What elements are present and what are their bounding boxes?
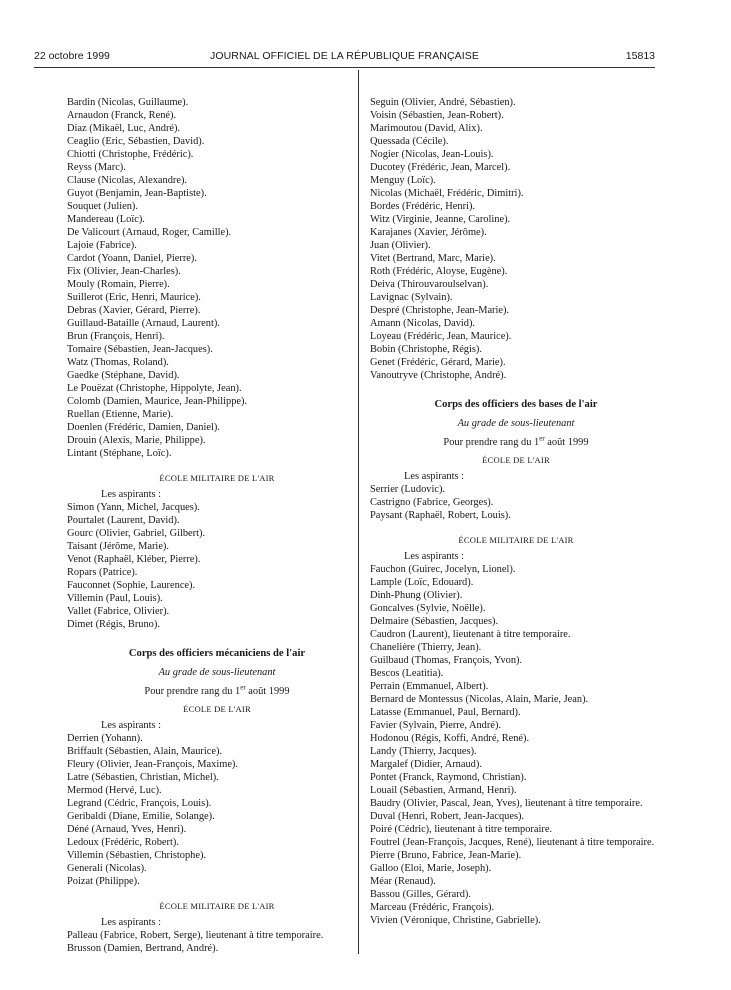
page-header bbox=[34, 45, 655, 68]
name-list bbox=[67, 501, 367, 631]
list-item: Poiré (Cédric), lieutenant à titre temporaire. bbox=[370, 824, 553, 835]
list-item: Deiva (Thirouvaroulselvan). bbox=[370, 279, 489, 290]
list-item: Pierre (Bruno, Fabrice, Jean-Marie). bbox=[370, 850, 522, 861]
list-item: Perrain (Emmanuel, Albert). bbox=[370, 681, 489, 692]
name-list bbox=[370, 483, 662, 522]
list-item: Delmaire (Sébastien, Jacques). bbox=[370, 616, 499, 627]
list-item: Brun (François, Henri). bbox=[67, 331, 165, 342]
grade-heading: Au grade de sous-lieutenant bbox=[457, 418, 575, 429]
list-item: Colomb (Damien, Maurice, Jean-Philippe). bbox=[67, 396, 248, 407]
list-item: Bobin (Christophe, Régis). bbox=[370, 344, 482, 355]
list-item: Le Pouëzat (Christophe, Hippolyte, Jean). bbox=[67, 383, 242, 394]
list-item: Briffault (Sébastien, Alain, Maurice). bbox=[67, 746, 223, 757]
list-item: Derrien (Yohann). bbox=[67, 733, 143, 744]
right-column bbox=[370, 96, 662, 927]
list-item: Nicolas (Michaël, Frédéric, Dimitri). bbox=[370, 188, 524, 199]
list-item: Souquet (Julien). bbox=[67, 201, 138, 212]
list-item: Despré (Christophe, Jean-Marie). bbox=[370, 305, 510, 316]
list-item: Bernard de Montessus (Nicolas, Alain, Marie, Jean). bbox=[370, 694, 589, 705]
name-list bbox=[370, 563, 662, 927]
list-item: Gaedke (Stéphane, David). bbox=[67, 370, 180, 381]
list-item: Ledoux (Frédéric, Robert). bbox=[67, 837, 179, 848]
list-item: Drouin (Alexis, Marie, Philippe). bbox=[67, 435, 206, 446]
aspirants-label: Les aspirants : bbox=[404, 471, 465, 482]
list-item: Baudry (Olivier, Pascal, Jean, Yves), lieutenant à titre temporaire. bbox=[370, 798, 643, 809]
list-item: Vanoutryve (Christophe, André). bbox=[370, 370, 507, 381]
journal-title: JOURNAL OFFICIEL DE LA RÉPUBLIQUE FRANÇAISE bbox=[210, 50, 479, 62]
aspirants-label: Les aspirants : bbox=[404, 551, 465, 562]
list-item: Bassou (Gilles, Gérard). bbox=[370, 889, 471, 900]
header-date: 22 octobre 1999 bbox=[34, 50, 110, 62]
aspirants-label: Les aspirants : bbox=[101, 489, 162, 500]
list-item: Pontet (Franck, Raymond, Christian). bbox=[370, 772, 527, 783]
list-item: Pourtalet (Laurent, David). bbox=[67, 515, 180, 526]
list-item: Mouly (Romain, Pierre). bbox=[67, 279, 170, 290]
list-item: Castrigno (Fabrice, Georges). bbox=[370, 497, 494, 508]
list-item: Guillaud-Bataille (Arnaud, Laurent). bbox=[67, 318, 220, 329]
list-item: Legrand (Cédric, François, Louis). bbox=[67, 798, 212, 809]
list-item: Bescos (Leatitia). bbox=[370, 668, 444, 679]
list-item: Menguy (Loïc). bbox=[370, 175, 436, 186]
list-item: Ropars (Patrice). bbox=[67, 567, 138, 578]
list-item: Lavignac (Sylvain). bbox=[370, 292, 453, 303]
list-item: Bordes (Frédéric, Henri). bbox=[370, 201, 476, 212]
list-item: Reyss (Marc). bbox=[67, 162, 126, 173]
page-number: 15813 bbox=[625, 50, 655, 62]
list-item: Nogier (Nicolas, Jean-Louis). bbox=[370, 149, 494, 160]
aspirants-label: Les aspirants : bbox=[101, 720, 162, 731]
list-item: Juan (Olivier). bbox=[370, 240, 431, 251]
list-item: Galloo (Eloi, Marie, Joseph). bbox=[370, 863, 492, 874]
list-item: Clause (Nicolas, Alexandre). bbox=[67, 175, 188, 186]
list-item: Méar (Renaud). bbox=[370, 876, 436, 887]
list-item: Witz (Virginie, Jeanne, Caroline). bbox=[370, 214, 511, 225]
list-item: Arnaudon (Franck, René). bbox=[67, 110, 177, 121]
list-item: Simon (Yann, Michel, Jacques). bbox=[67, 502, 200, 513]
list-item: Genet (Frédéric, Gérard, Marie). bbox=[370, 357, 506, 368]
list-item: Fix (Olivier, Jean-Charles). bbox=[67, 266, 181, 277]
list-item: Taisant (Jérôme, Marie). bbox=[67, 541, 169, 552]
list-item: Seguin (Olivier, André, Sébastien). bbox=[370, 97, 516, 108]
list-item: Bardin (Nicolas, Guillaume). bbox=[67, 97, 189, 108]
school-heading: ÉCOLE DE L'AIR bbox=[183, 704, 251, 714]
list-item: Villemin (Paul, Louis). bbox=[67, 593, 163, 604]
left-column bbox=[67, 96, 367, 955]
list-item: Generali (Nicolas). bbox=[67, 863, 147, 874]
list-item: Marimoutou (David, Alix). bbox=[370, 123, 483, 134]
list-item: Karajanes (Xavier, Jérôme). bbox=[370, 227, 487, 238]
list-item: Duval (Henri, Robert, Jean-Jacques). bbox=[370, 811, 525, 822]
list-item: Cardot (Yoann, Daniel, Pierre). bbox=[67, 253, 197, 264]
corps-heading: Corps des officiers mécaniciens de l'air bbox=[128, 648, 306, 659]
list-item: Palleau (Fabrice, Robert, Serge), lieutenant à titre temporaire. bbox=[67, 930, 324, 941]
list-item: Mandereau (Loïc). bbox=[67, 214, 145, 225]
list-item: Guyot (Benjamin, Jean-Baptiste). bbox=[67, 188, 207, 199]
list-item: Ceaglio (Eric, Sébastien, David). bbox=[67, 136, 205, 147]
list-item: Watz (Thomas, Roland). bbox=[67, 357, 169, 368]
list-item: Paysant (Raphaël, Robert, Louis). bbox=[370, 510, 511, 521]
name-list bbox=[370, 96, 662, 382]
list-item: Villemin (Sébastien, Christophe). bbox=[67, 850, 207, 861]
list-item: Vallet (Fabrice, Olivier). bbox=[67, 606, 170, 617]
list-item: Gourc (Olivier, Gabriel, Gilbert). bbox=[67, 528, 206, 539]
school-heading: ÉCOLE MILITAIRE DE L'AIR bbox=[159, 901, 275, 911]
list-item: Vivien (Véronique, Christine, Gabrielle). bbox=[370, 915, 541, 926]
list-item: Fleury (Olivier, Jean-François, Maxime). bbox=[67, 759, 238, 770]
list-item: Chiotti (Christophe, Frédéric). bbox=[67, 149, 194, 160]
list-item: Debras (Xavier, Gérard, Pierre). bbox=[67, 305, 201, 316]
list-item: Poizat (Philippe). bbox=[67, 876, 140, 887]
name-list bbox=[67, 732, 367, 888]
list-item: Margalef (Didier, Arnaud). bbox=[370, 759, 482, 770]
list-item: Lample (Loïc, Edouard). bbox=[370, 577, 474, 588]
rang-heading: Pour prendre rang du 1er août 1999 bbox=[144, 683, 290, 697]
list-item: Chanelière (Thierry, Jean). bbox=[370, 642, 482, 653]
list-item: Louail (Sébastien, Armand, Henri). bbox=[370, 785, 517, 796]
corps-heading: Corps des officiers des bases de l'air bbox=[434, 399, 598, 410]
list-item: Serrier (Ludovic). bbox=[370, 484, 446, 495]
list-item: Favier (Sylvain, Pierre, André). bbox=[370, 720, 502, 731]
list-item: Suillerot (Eric, Henri, Maurice). bbox=[67, 292, 201, 303]
list-item: Latre (Sébastien, Christian, Michel). bbox=[67, 772, 219, 783]
aspirants-label: Les aspirants : bbox=[101, 917, 162, 928]
list-item: Guilbaud (Thomas, François, Yvon). bbox=[370, 655, 523, 666]
list-item: Tomaire (Sébastien, Jean-Jacques). bbox=[67, 344, 213, 355]
list-item: Lintant (Stéphane, Loïc). bbox=[67, 448, 172, 459]
list-item: Venot (Raphaël, Kléber, Pierre). bbox=[67, 554, 201, 565]
school-heading: ÉCOLE MILITAIRE DE L'AIR bbox=[458, 535, 574, 545]
list-item: Marceau (Frédéric, François). bbox=[370, 902, 495, 913]
name-list bbox=[67, 929, 367, 955]
name-list bbox=[67, 96, 367, 460]
list-item: Lajoie (Fabrice). bbox=[67, 240, 137, 251]
list-item: Foutrel (Jean-François, Jacques, René), lieutenant à titre temporaire. bbox=[370, 837, 655, 848]
list-item: Geribaldi (Diane, Emilie, Solange). bbox=[67, 811, 215, 822]
list-item: Voisin (Sébastien, Jean-Robert). bbox=[370, 110, 504, 121]
rang-heading: Pour prendre rang du 1er août 1999 bbox=[443, 434, 589, 448]
list-item: Latasse (Emmanuel, Paul, Bernard). bbox=[370, 707, 521, 718]
list-item: Loyeau (Frédéric, Jean, Maurice). bbox=[370, 331, 512, 342]
list-item: Landy (Thierry, Jacques). bbox=[370, 746, 477, 757]
list-item: Vitet (Bertrand, Marc, Marie). bbox=[370, 253, 496, 264]
list-item: Caudron (Laurent), lieutenant à titre temporaire. bbox=[370, 629, 571, 640]
list-item: Fauconnet (Sophie, Laurence). bbox=[67, 580, 196, 591]
list-item: Brusson (Damien, Bertrand, André). bbox=[67, 943, 219, 954]
list-item: Fauchon (Guirec, Jocelyn, Lionel). bbox=[370, 564, 516, 575]
list-item: Amann (Nicolas, David). bbox=[370, 318, 476, 329]
list-item: Dinh-Phung (Olivier). bbox=[370, 590, 463, 601]
list-item: Dimet (Régis, Bruno). bbox=[67, 619, 160, 630]
grade-heading: Au grade de sous-lieutenant bbox=[158, 667, 276, 678]
list-item: De Valicourt (Arnaud, Roger, Camille). bbox=[67, 227, 232, 238]
school-heading: ÉCOLE MILITAIRE DE L'AIR bbox=[159, 473, 275, 483]
list-item: Goncalves (Sylvie, Noëlle). bbox=[370, 603, 486, 614]
list-item: Ruellan (Etienne, Marie). bbox=[67, 409, 174, 420]
list-item: Déné (Arnaud, Yves, Henri). bbox=[67, 824, 187, 835]
list-item: Diaz (Mikaël, Luc, André). bbox=[67, 123, 181, 134]
school-heading: ÉCOLE DE L'AIR bbox=[482, 455, 550, 465]
list-item: Roth (Frédéric, Aloyse, Eugène). bbox=[370, 266, 508, 277]
list-item: Quessada (Cécile). bbox=[370, 136, 449, 147]
list-item: Doenlen (Frédéric, Damien, Daniel). bbox=[67, 422, 220, 433]
list-item: Hodonou (Régis, Koffi, André, René). bbox=[370, 733, 530, 744]
list-item: Ducotey (Frédéric, Jean, Marcel). bbox=[370, 162, 511, 173]
list-item: Mermod (Hervé, Luc). bbox=[67, 785, 162, 796]
